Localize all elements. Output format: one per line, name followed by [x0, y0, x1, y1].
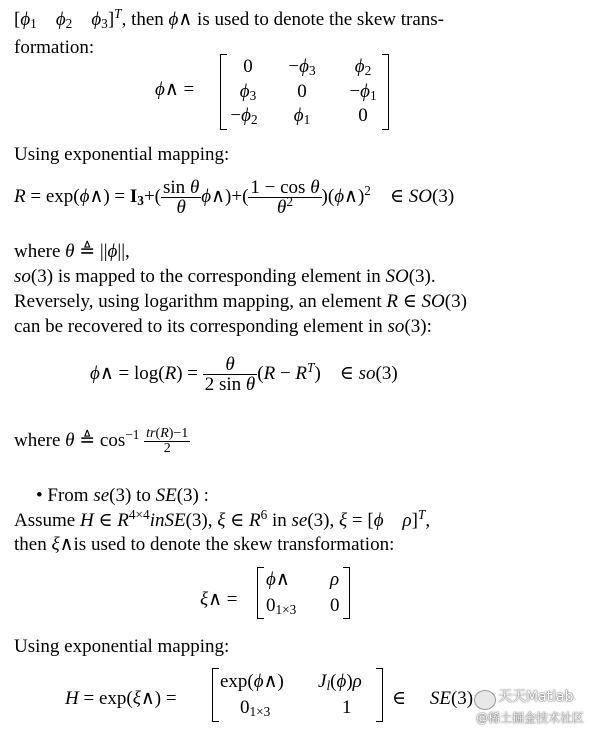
reversely-line: Reversely, using logarithm mapping, an element R ∈ SO(3) — [14, 291, 467, 312]
heading-exponential-mapping-2: Using exponential mapping: — [14, 636, 230, 657]
phi-hat-symbol: ϕ — [168, 9, 179, 30]
bullet-se3: • From se(3) to SE(3) : — [36, 485, 209, 506]
so3-mapped-line: so(3) is mapped to the corresponding element in SO(3). — [14, 266, 436, 287]
then-line: then ξ∧is used to denote the skew transformation: — [14, 534, 395, 555]
heading-exponential-mapping-1: Using exponential mapping: — [14, 144, 230, 165]
watermark-title: 天天Matlab — [498, 689, 574, 705]
line1-then: , then — [121, 9, 164, 30]
log-map-equation: ϕ∧ = log(R) = $\frac{\theta}{\text{2 sin θ}}$ $(R - R^T)$ ∈ so(3) — [90, 354, 398, 395]
watermark-subtitle: @稀土掘金技术社区 — [476, 711, 585, 725]
matrix-right-bracket — [382, 54, 389, 130]
text-line-2: formation: — [14, 37, 95, 58]
assume-line: Assume H ∈ $R^{4\times 4}inSE(3)$, ξ ∈ $R^6$ in se(3), ξ = [ϕ ρ]$^T$, — [14, 507, 431, 531]
phi-row-vector: [$\phi_1$ $\phi_2$ $\phi_3]^T$ — [14, 6, 122, 32]
where-theta-norm: where θ ≜ ||ϕ||, — [14, 241, 130, 262]
rodrigues-equation: R = exp(ϕ∧) = $I_3+$( $\frac{\text{sin θ}}{\theta}$ ϕ∧)+( $\frac{\text{1 − cos θ}}{\theta^2}$ )(ϕ∧)$^2$ ∈ SO(3) — [14, 177, 455, 218]
text-line-1: [$\phi_1$ $\phi_2$ $\phi_3]^T$, then ϕ∧ is used to denote the skew trans- — [14, 6, 444, 32]
where-theta-cos: where θ ≜ $\cos^{-1}$ $\frac{tr(R)-1}{2}$ — [14, 426, 189, 456]
recovered-line: can be recovered to its corresponding element in so(3): — [14, 316, 432, 337]
line1-rest: is used to denote the skew trans- — [197, 9, 444, 30]
watermark-logo-icon — [474, 690, 496, 710]
